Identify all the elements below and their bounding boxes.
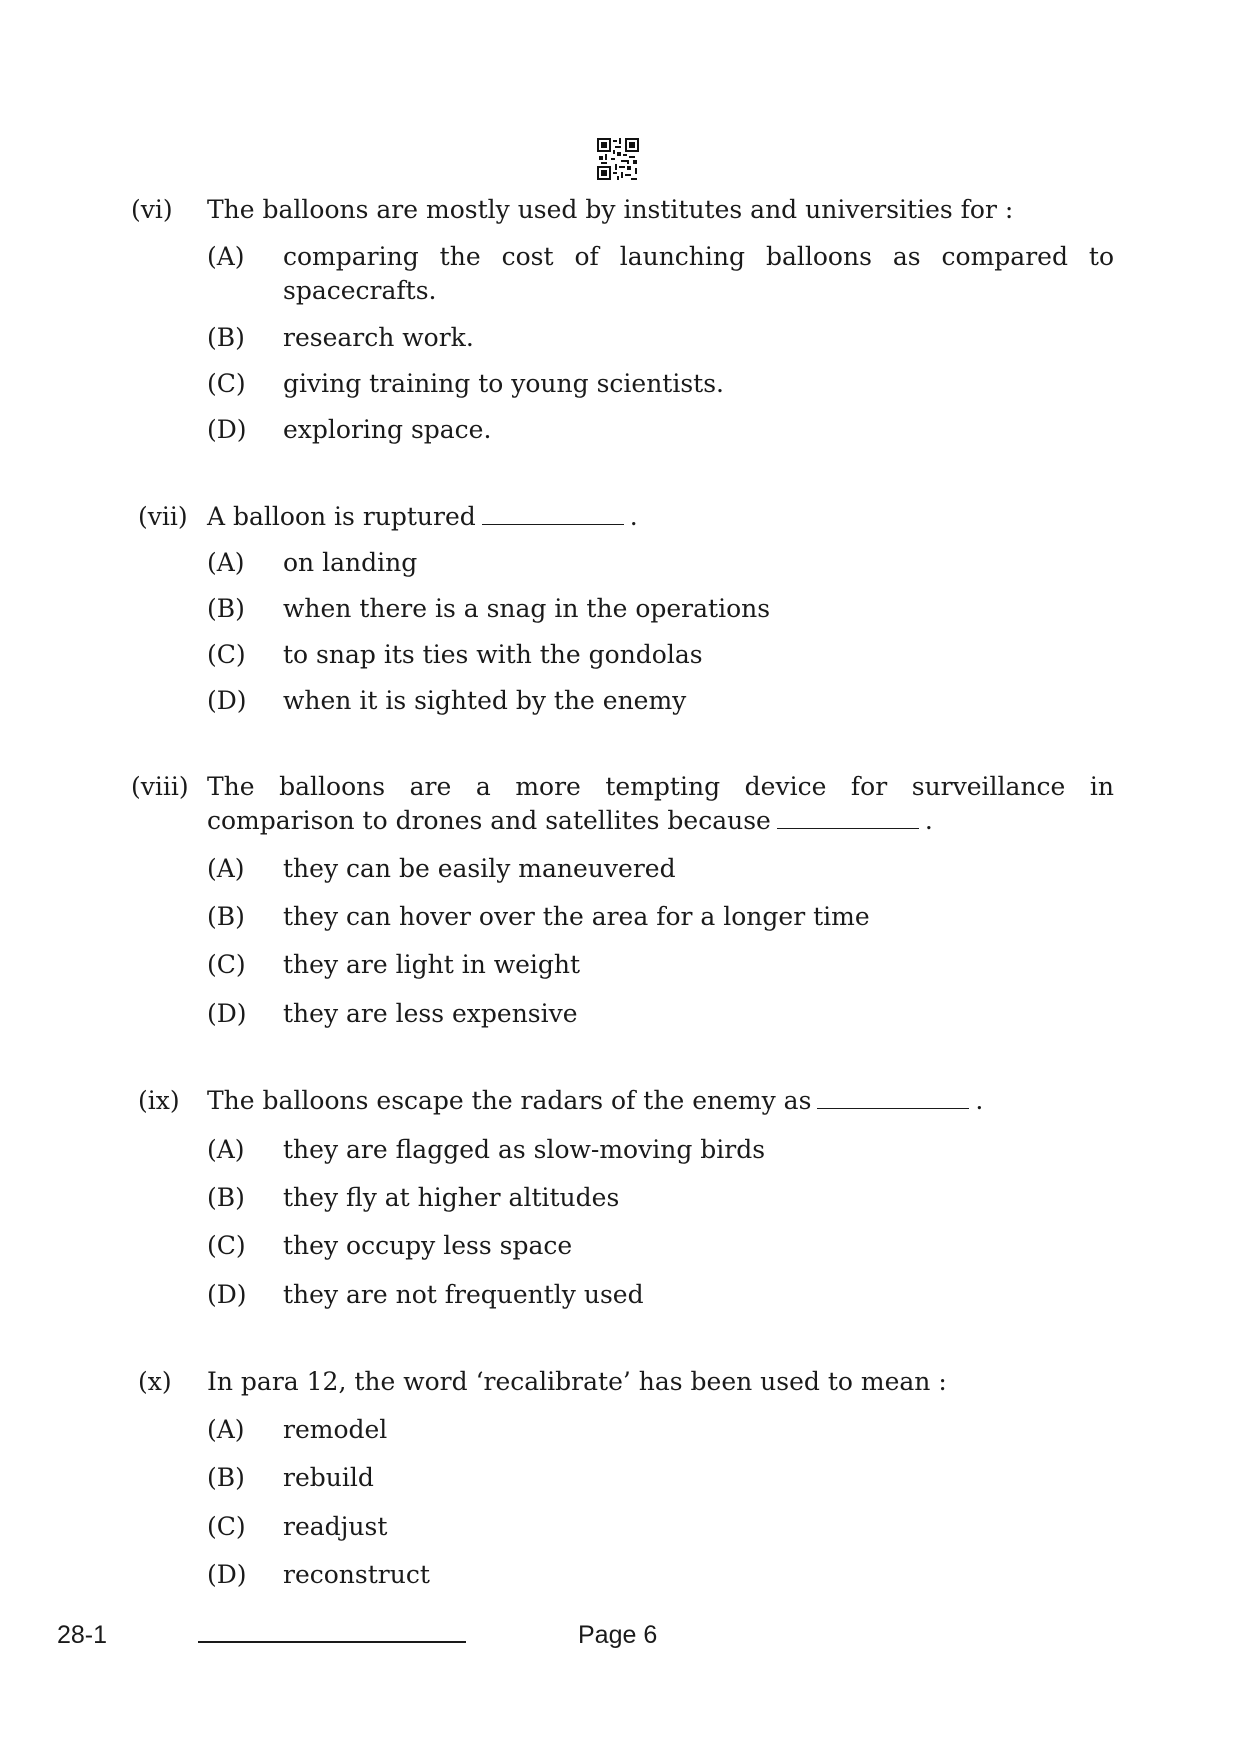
option-text: when there is a snag in the operations xyxy=(283,594,771,623)
option-letter: (D) xyxy=(207,1560,247,1589)
option-c xyxy=(207,948,1114,982)
option-letter: (C) xyxy=(207,640,246,669)
option-d xyxy=(207,997,1114,1031)
option-text: when it is sighted by the enemy xyxy=(283,686,687,715)
question-text: A balloon is ruptured xyxy=(207,502,476,531)
answer-blank xyxy=(817,1084,969,1109)
option-b xyxy=(207,321,1114,355)
option-letter: (D) xyxy=(207,415,247,444)
option-c xyxy=(207,1229,1114,1263)
option-a xyxy=(207,1413,1114,1447)
option-text: exploring space. xyxy=(283,415,492,444)
option-letter: (C) xyxy=(207,1512,246,1541)
option-letter: (D) xyxy=(207,1280,247,1309)
option-letter: (A) xyxy=(207,242,245,271)
option-letter: (C) xyxy=(207,950,246,979)
option-c xyxy=(207,638,1114,672)
question-number: (vii) xyxy=(138,502,188,531)
option-text: on landing xyxy=(283,548,418,577)
question-text: The balloons are mostly used by institutes and universities for : xyxy=(207,195,1014,224)
option-text: they are not frequently used xyxy=(283,1280,644,1309)
option-text: comparing the cost of launching balloons as compared to xyxy=(283,242,1114,271)
option-text: research work. xyxy=(283,323,474,352)
option-b xyxy=(207,592,1114,626)
question-text-line xyxy=(207,1084,1114,1118)
option-letter: (A) xyxy=(207,1135,245,1164)
option-letter: (B) xyxy=(207,594,245,623)
option-c xyxy=(207,1510,1114,1544)
option-text: rebuild xyxy=(283,1463,374,1492)
option-text: giving training to young scientists. xyxy=(283,369,725,398)
option-letter: (D) xyxy=(207,686,247,715)
option-d xyxy=(207,684,1114,718)
option-text: they are flagged as slow-moving birds xyxy=(283,1135,766,1164)
question-text-continuation: comparison to drones and satellites because xyxy=(207,806,771,835)
option-letter: (A) xyxy=(207,1415,245,1444)
option-letter: (B) xyxy=(207,323,245,352)
option-text: they can hover over the area for a longer time xyxy=(283,902,870,931)
option-d xyxy=(207,413,1114,447)
option-text: they are less expensive xyxy=(283,999,578,1028)
option-text: they occupy less space xyxy=(283,1231,573,1260)
option-text: they are light in weight xyxy=(283,950,581,979)
question-suffix: . xyxy=(924,806,933,835)
option-text: they can be easily maneuvered xyxy=(283,854,676,883)
question-number: (x) xyxy=(138,1367,172,1396)
option-b xyxy=(207,1461,1114,1495)
question-suffix: . xyxy=(629,502,638,531)
question-number: (viii) xyxy=(131,772,189,801)
question-text: The balloons escape the radars of the enemy as xyxy=(207,1086,812,1115)
question-number: (ix) xyxy=(138,1086,180,1115)
question-suffix: . xyxy=(975,1086,984,1115)
option-text: they fly at higher altitudes xyxy=(283,1183,620,1212)
answer-blank xyxy=(482,500,624,525)
option-text: remodel xyxy=(283,1415,388,1444)
page-number: Page 6 xyxy=(578,1621,658,1649)
answer-blank xyxy=(777,804,919,829)
option-letter: (A) xyxy=(207,854,245,883)
question-text-continuation-line xyxy=(207,804,1114,838)
option-letter: (B) xyxy=(207,1463,245,1492)
option-letter: (B) xyxy=(207,1183,245,1212)
option-b xyxy=(207,900,1114,934)
option-b xyxy=(207,1181,1114,1215)
option-text: to snap its ties with the gondolas xyxy=(283,640,703,669)
question-text-line xyxy=(207,500,1114,534)
option-c xyxy=(207,367,1114,401)
question-number: (vi) xyxy=(131,195,173,224)
question-text: In para 12, the word ‘recalibrate’ has been used to mean : xyxy=(207,1367,947,1396)
option-a xyxy=(207,546,1114,580)
option-a xyxy=(207,240,1114,274)
option-text: readjust xyxy=(283,1512,388,1541)
paper-code: 28-1 xyxy=(57,1621,108,1649)
question-text: The balloons are a more tempting device for surveillance in xyxy=(207,772,1114,801)
option-d xyxy=(207,1558,1114,1592)
option-letter: (C) xyxy=(207,369,246,398)
option-text-continuation: spacecrafts. xyxy=(283,276,437,305)
option-d xyxy=(207,1278,1114,1312)
option-letter: (C) xyxy=(207,1231,246,1260)
option-a xyxy=(207,852,1114,886)
qr-code-icon xyxy=(597,138,639,180)
option-letter: (A) xyxy=(207,548,245,577)
option-a xyxy=(207,1133,1114,1167)
option-text: reconstruct xyxy=(283,1560,430,1589)
option-letter: (D) xyxy=(207,999,247,1028)
option-letter: (B) xyxy=(207,902,245,931)
footer-divider xyxy=(198,1641,466,1643)
